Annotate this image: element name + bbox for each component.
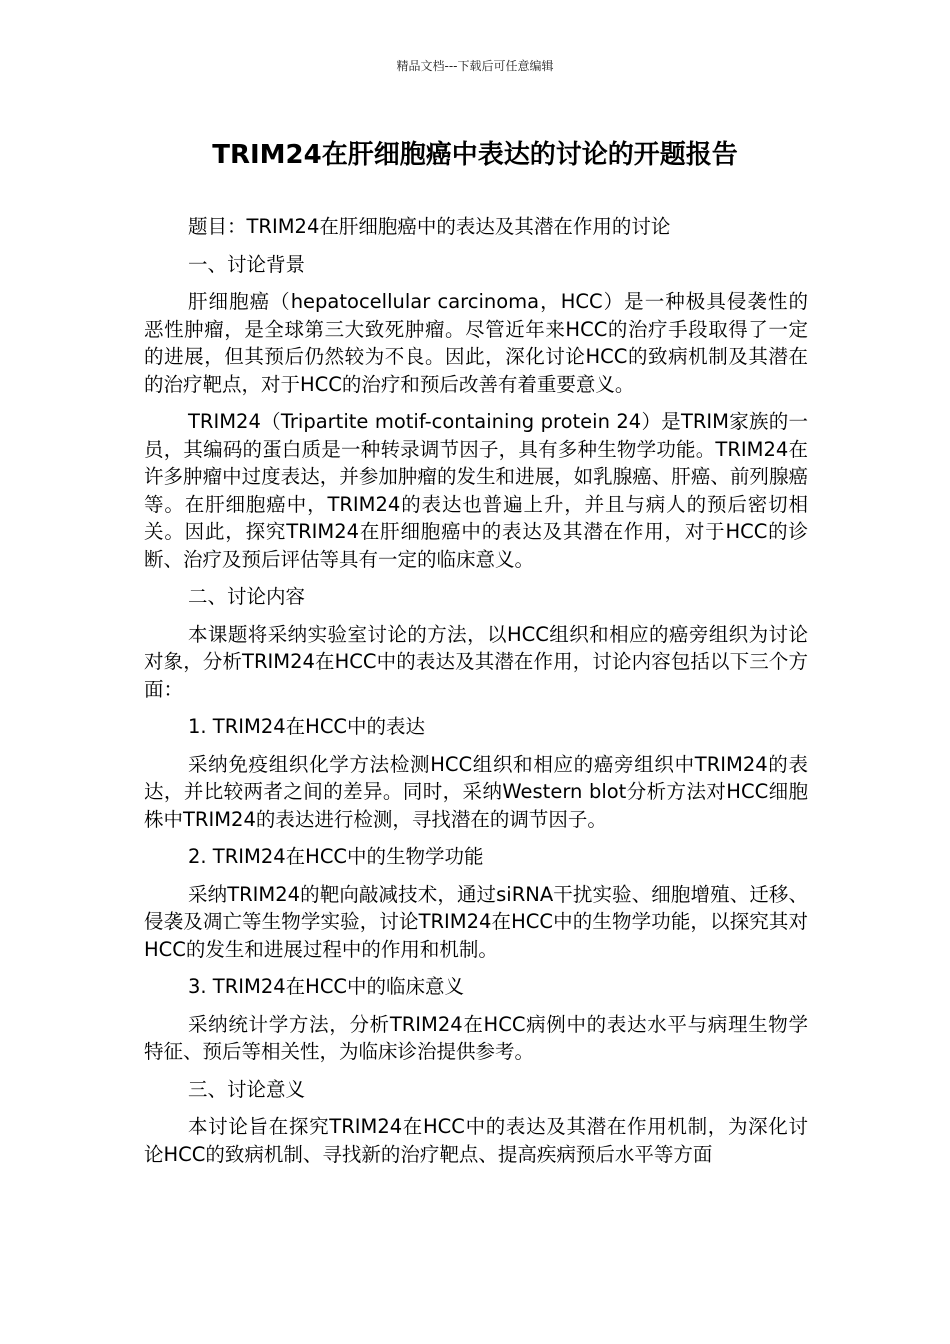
section-heading-background: 一、讨论背景 bbox=[188, 252, 306, 276]
topic-line: 题目：TRIM24在肝细胞癌中的表达及其潜在作用的讨论 bbox=[188, 215, 671, 238]
subheading-clinical: 3. TRIM24在HCC中的临床意义 bbox=[188, 975, 465, 998]
section-heading-content: 二、讨论内容 bbox=[188, 585, 306, 608]
paragraph-hcc-intro: 肝细胞癌（hepatocellular carcinoma，HCC）是一种极具侵袭性的恶性肿瘤，是全球第三大致死肿瘤。尽管近年来HCC的治疗手段取得了一定的进展，但其预后仍然较为不良。因此，深化讨论HCC的致病机制及其潜在的治疗靶点，对于HCC的治疗和预后改善有着重要意义。 bbox=[144, 290, 808, 396]
paragraph-clinical-method: 采纳统计学方法，分析TRIM24在HCC病例中的表达水平与病理生物学特征、预后等相关性，为临床诊治提供参考。 bbox=[144, 1012, 808, 1063]
subheading-expression: 1. TRIM24在HCC中的表达 bbox=[188, 715, 426, 738]
paragraph-function-method: 采纳TRIM24的靶向敲减技术，通过siRNA干扰实验、细胞增殖、迁移、侵袭及凋亡等生物学实验，讨论TRIM24在HCC中的生物学功能，以探究其对HCC的发生和进展过程中的作用和机制。 bbox=[144, 882, 808, 961]
paragraph-expression-method: 采纳免疫组织化学方法检测HCC组织和相应的癌旁组织中TRIM24的表达，并比较两者之间的差异。同时，采纳Western blot分析方法对HCC细胞株中TRIM24的表达进行检测，寻找潜在的调节因子。 bbox=[144, 752, 808, 831]
document-title: TRIM24在肝细胞癌中表达的讨论的开题报告 bbox=[212, 140, 738, 170]
paragraph-trim24-intro: TRIM24（Tripartite motif-containing protein 24）是TRIM家族的一员，其编码的蛋白质是一种转录调节因子，具有多种生物学功能。TRIM24在许多肿瘤中过度表达，并参加肿瘤的发生和进展，如乳腺癌、肝癌、前列腺癌等。在肝细胞癌中，TRIM24的表达也普遍上升，并且与病人的预后密切相关。因此，探究TRIM24在肝细胞癌中的表达及其潜在作用，对于HCC的诊断、治疗及预后评估等具有一定的临床意义。 bbox=[144, 410, 808, 571]
subheading-function: 2. TRIM24在HCC中的生物学功能 bbox=[188, 845, 484, 868]
section-heading-significance: 三、讨论意义 bbox=[188, 1077, 306, 1101]
document-body bbox=[144, 213, 808, 1178]
paragraph-research-plan: 本课题将采纳实验室讨论的方法，以HCC组织和相应的癌旁组织为讨论对象，分析TRIM24在HCC中的表达及其潜在作用，讨论内容包括以下三个方面： bbox=[144, 622, 808, 701]
header-note: 精品文档---下载后可任意编辑 bbox=[396, 59, 554, 73]
paragraph-significance: 本讨论旨在探究TRIM24在HCC中的表达及其潜在作用机制，为深化讨论HCC的致病机制、寻找新的治疗靶点、提高疾病预后水平等方面 bbox=[144, 1115, 808, 1166]
